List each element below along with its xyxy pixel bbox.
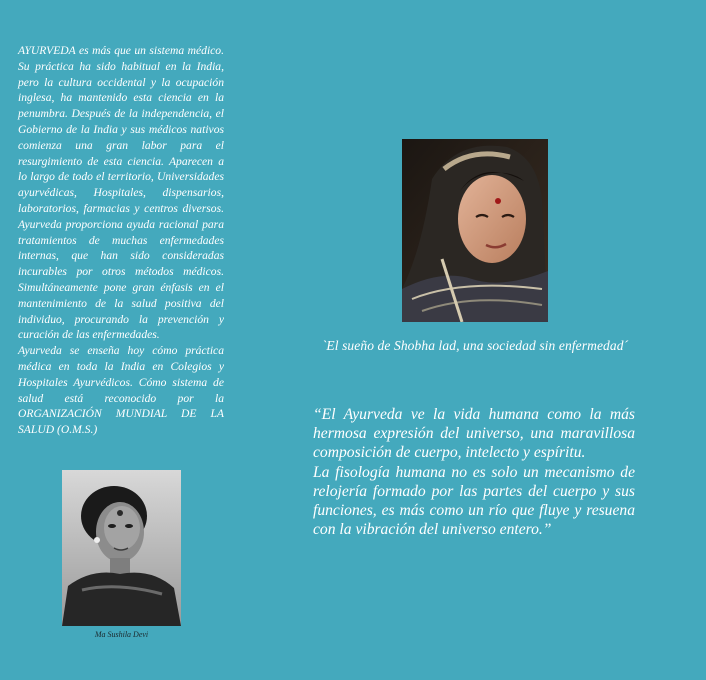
ayurveda-quote [313,405,635,539]
portrait-photo-sushila-devi [62,470,181,626]
portrait-caption-right: `El sueño de Shobha lad, una sociedad sin enfermedad´ [321,338,629,353]
quote-paragraph-1: “El Ayurveda ve la vida humana como la más hermosa expresión del universo, una maravillosa composición de cuerpo, intelecto y espíritu. [313,406,635,462]
portrait-photo-shobha-lad [402,139,548,322]
intro-text-column [18,43,224,438]
quote-paragraph-2: La fisología humana no es solo un mecanismo de relojería formado por las partes del cuerpo y sus funciones, es más como un río que fluye y resuena con la vibración del universo entero.” [313,463,635,539]
intro-paragraph-2: Ayurveda se enseña hoy cómo práctica médica en toda la India en Colegios y Hospitales Ayurvédicos. Cómo sistema de salud está reconocido por la ORGANIZACIÓN MUNDIAL DE LA SALUD (O.M.S.) [18,344,224,437]
intro-paragraph-1: AYURVEDA es más que un sistema médico. Su práctica ha sido habitual en la India, pero la cultura occidental y la ocupación inglesa, ha mantenido esta ciencia en la penumbra. Después de la independencia, el Gobierno de la India y sus médicos nativos comienza una gran labor para el resurgimiento de esta ciencia. Aparecen a lo largo de todo el territorio, Universidades ayurvédicas, Hospitales, dispensarios, laboratorios, farmacias y centros diversos. Ayurveda proporciona ayuda racional para tratamientos de muchas enfermedades internas, que han sido consideradas incurables por otros métodos médicos. Simultáneamente pone gran énfasis en el mantenimiento de la salud positiva del individuo, procurando la prevención y curación de las enfermedades. [18,44,224,342]
portrait-caption-left: Ma Sushila Devi [94,630,149,639]
